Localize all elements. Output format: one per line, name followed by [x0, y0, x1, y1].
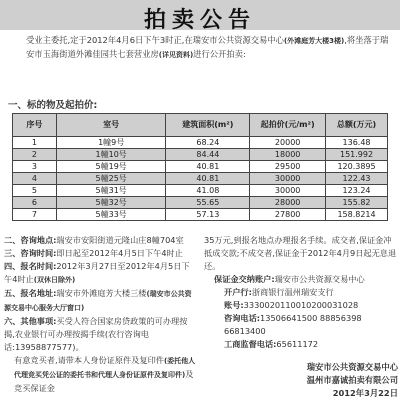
- table-header: 总额(万元): [326, 114, 388, 137]
- table-cell: 120.3895: [326, 161, 388, 173]
- table-header-row: [13, 114, 388, 137]
- table-cell: 84.44: [166, 149, 250, 161]
- table-cell: 122.43: [326, 173, 388, 185]
- registration-time-text: 2012年3月27日至2012年4月5日下午4时止: [4, 261, 190, 284]
- registration-time: [4, 260, 196, 287]
- other-matters-label: 六、其他事项:: [4, 316, 57, 326]
- table-cell: 3: [13, 161, 57, 173]
- bidder-requirements-note: (委托他人代理竞买凭公证的委托书和代理人身份证原件及复印件): [14, 357, 196, 379]
- table-cell: 41.08: [166, 185, 250, 197]
- consult-location-text: 瑞安市安阳街道元隆山庄8幢704室: [56, 235, 184, 245]
- registration-address-label: 五、报名地址:: [4, 288, 57, 298]
- table-cell: 20000: [250, 137, 326, 149]
- table-cell: 30000: [250, 173, 326, 185]
- intro-text-a: 受业主委托,定于2012年4月6日下午3时正,在瑞安市公共资源交易中心: [26, 35, 284, 45]
- table-cell: 40.81: [166, 173, 250, 185]
- table-header: 起拍价(元/m²): [250, 114, 326, 137]
- intro-venue-note: (外滩庭芳大楼3楼): [283, 37, 345, 45]
- intro-details-note: (详见资料): [158, 50, 194, 59]
- consult-location: [4, 234, 196, 247]
- left-column: [4, 234, 196, 395]
- account-number: [204, 299, 398, 312]
- table-cell: 5幢32号: [56, 197, 166, 209]
- consult-time-label: 三、咨询时间:: [4, 248, 57, 258]
- supervision-phone-text: 65611172: [276, 339, 319, 349]
- deposit-terms: 35万元,到报名地点办理报名手续。成交者,保证金冲抵成交款;不成交者,保证金于2012年4月9日起无息退还。: [204, 235, 397, 271]
- consult-time-text: 即日起至2012年4月5日下午4时止: [56, 248, 183, 258]
- other-matters: [4, 315, 196, 354]
- table-cell: 68.24: [166, 137, 250, 149]
- page-title: 拍卖公告: [143, 8, 256, 33]
- table-cell: 5幢19号: [56, 161, 166, 173]
- bidder-requirements-a: 有意竞买者,请带本人身份证原件及复印件: [14, 355, 164, 365]
- table-cell: 2: [13, 149, 57, 161]
- table-cell: 27800: [250, 209, 326, 221]
- table-cell: 57.13: [166, 209, 250, 221]
- table-cell: 158.8214: [326, 209, 388, 221]
- table-row: [13, 209, 388, 221]
- registration-address: [4, 287, 196, 315]
- consult-phone-label: 咨询电话:: [224, 313, 261, 323]
- signature-block: [204, 361, 398, 400]
- table-cell: 18000: [250, 149, 326, 161]
- table-row: [13, 185, 388, 197]
- registration-address-text: 瑞安市外滩庭芳大楼三楼: [56, 288, 147, 298]
- registration-time-label: 四、报名时间:: [4, 261, 57, 271]
- table-cell: 6: [13, 197, 57, 209]
- consult-phone: [204, 312, 398, 338]
- bank-text: 浙商银行温州瑞安支行: [251, 287, 334, 297]
- intro-paragraph: [8, 34, 394, 62]
- account-number-label: 账号:: [224, 300, 244, 310]
- table-row: [13, 149, 388, 161]
- table-cell: 5: [13, 185, 57, 197]
- table-header: 建筑面积(m²): [166, 114, 250, 137]
- deposit-account: [204, 273, 398, 286]
- table-cell: 5幢33号: [56, 209, 166, 221]
- table-cell: 1: [13, 137, 57, 149]
- table-cell: 4: [13, 173, 57, 185]
- intro-text-c: ,将坐落于瑞安市玉海街道外滩佳园共七套营业房: [26, 35, 389, 59]
- supervision-phone: [204, 338, 398, 351]
- account-number-text: 3330020110010200031028: [243, 300, 359, 310]
- table-cell: 151.992: [326, 149, 388, 161]
- items-table: [12, 113, 388, 221]
- deposit-account-label: 保证金交纳账户:: [214, 274, 275, 284]
- consult-location-label: 二、咨询地点:: [4, 235, 57, 245]
- registration-address-note: (瑞安市公共资源交易中心服务大厅窗口): [4, 290, 192, 312]
- table-header: 序号: [13, 114, 57, 137]
- consult-time: [4, 247, 196, 260]
- table-cell: 123.24: [326, 185, 388, 197]
- table-cell: 30000: [250, 185, 326, 197]
- table-cell: 155.82: [326, 197, 388, 209]
- signer-auction-company: 温州市嘉诚拍卖有限公司: [306, 375, 398, 385]
- table-cell: 55.65: [166, 197, 250, 209]
- bank: [204, 286, 398, 299]
- table-cell: 5幢25号: [56, 173, 166, 185]
- table-header: 室号: [56, 114, 166, 137]
- right-column: [204, 234, 398, 400]
- table-row: [13, 137, 388, 149]
- notice-date: 2012年3月22日: [332, 388, 398, 398]
- table-cell: 1幢9号: [56, 137, 166, 149]
- table-cell: 29500: [250, 161, 326, 173]
- table-cell: 7: [13, 209, 57, 221]
- bidder-requirements-c: 及竞买保证金: [14, 369, 194, 393]
- table-cell: 1幢10号: [56, 149, 166, 161]
- table-row: [13, 197, 388, 209]
- table-row: [13, 161, 388, 173]
- registration-time-note: (双休日除外): [33, 276, 76, 284]
- table-cell: 40.81: [166, 161, 250, 173]
- bidder-requirements: [4, 354, 196, 395]
- supervision-phone-label: 工商监督电话:: [224, 339, 277, 349]
- deposit-account-text: 瑞安市公共资源交易中心: [274, 274, 365, 284]
- consult-phone-text: 13506641500 88856398 66813400: [224, 313, 362, 336]
- section-heading-items: 一、标的物及起拍价:: [8, 100, 98, 111]
- table-cell: 5幢31号: [56, 185, 166, 197]
- signer-resource-center: 瑞安市公共资源交易中心: [306, 362, 398, 372]
- table-cell: 28000: [250, 197, 326, 209]
- other-matters-text: 买受人符合国家房贷政策的可办理按揭,农业银行可办理按揭手续(农行咨询电话:13958877577)。: [4, 316, 188, 352]
- bank-label: 开户行:: [224, 287, 252, 297]
- table-row: [13, 173, 388, 185]
- intro-text-e: 进行公开拍卖:: [193, 48, 246, 59]
- table-cell: 136.48: [326, 137, 388, 149]
